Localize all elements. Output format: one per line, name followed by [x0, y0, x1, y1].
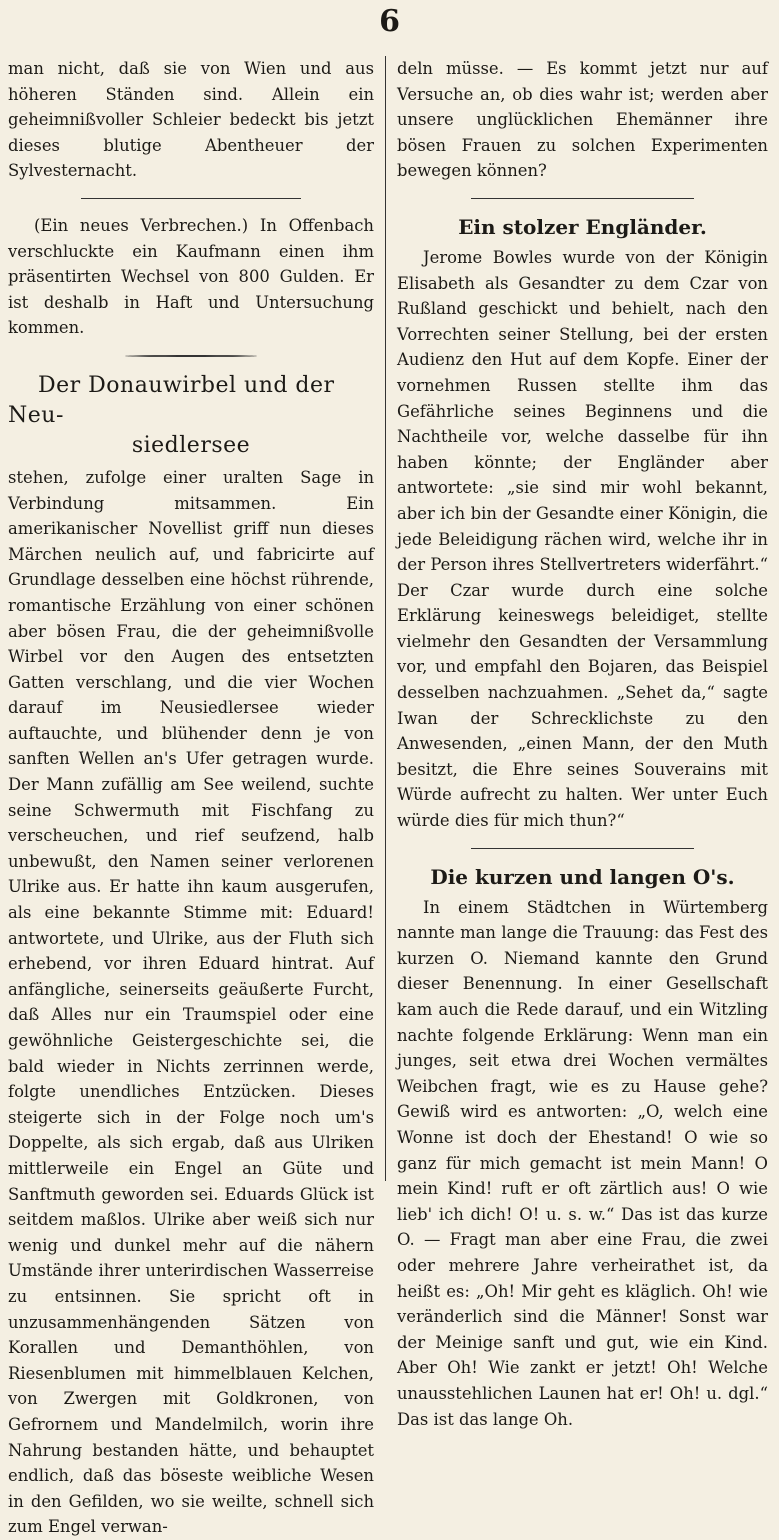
article-title — [8, 371, 374, 461]
section-rule — [471, 198, 694, 199]
left-column — [8, 56, 374, 1537]
continuation-text: man nicht, daß sie von Wien und aus höheren Ständen sind. Allein ein geheimnißvoller Schleier bedeckt bis jetzt dieses blutige Abentheuer der Sylvesternacht. — [8, 59, 374, 181]
short-notice: (Ein neues Verbrechen.) In Offenbach verschluckte ein Kaufmann einen ihm präsentirten Wechsel von 800 Gulden. Er ist deshalb in Haft und Untersuchung kommen. — [8, 215, 374, 338]
article-title: Ein stolzer Engländer. — [458, 214, 707, 239]
ornamental-rule — [125, 355, 257, 357]
article-title-line-1: Der Donauwirbel und der Neu- — [8, 372, 335, 428]
continuation-text: deln müsse. — Es kommt jetzt nur auf Versuche an, ob dies wahr ist; werden aber unsere unglücklichen Ehemänner ihre bösen Frauen zu solchen Experimenten bewegen können? — [397, 59, 768, 181]
article-title-line-2: siedlersee — [131, 432, 251, 458]
section-rule — [81, 198, 301, 199]
article-body: In einem Städtchen in Würtemberg nannte man lange die Trauung: das Fest des kurzen O. Niemand kannte den Grund dieser Benennung. In einer Gesellschaft kam auch die Rede darauf, und ein Witzling nachte folgende Erklärung: Wenn man ein junges, seit etwa drei Wochen vermältes Weibchen fragt, wie es zu Hause gehe? Gewiß wird es antworten: „O, welch eine Wonne ist doch der Ehestand! O wie so ganz für mich gemacht ist mein Mann! O mein Kind! ruft er oft zärtlich aus! O wie lieb' ich dich! O! u. s. w.“ Das ist das kurze O. — Fragt man aber eine Frau, die zwei oder mehrere Jahre verheirathet ist, da heißt es: „Oh! Mir geht es kläglich. Oh! wie veränderlich sind die Männer! Sonst war der Meinige sanft und gut, wie ein Kind. Aber Oh! Wie zankt er jetzt! Oh! Welche unausstehlichen Launen hat er! Oh! u. dgl.“ Das ist das lange Oh. — [397, 897, 768, 1429]
section-rule — [471, 848, 694, 849]
article-body: stehen, zufolge einer uralten Sage in Verbindung mitsammen. Ein amerikanischer Novellist griff nun dieses Märchen neulich auf, und fabricirte auf Grundlage desselben eine höchst rührende, romantische Erzählung von einer schönen aber bösen Frau, die der geheimnißvolle Wirbel vor den Augen des entsetzten Gatten verschlang, und die vier Wochen darauf im Neusiedlersee wieder auftauchte, und blühender denn je von sanften Wellen an's Ufer getragen wurde. Der Mann zufällig am See weilend, suchte seine Schwermuth mit Fischfang zu verscheuchen, und rief seufzend, halb unbewußt, den Namen seiner verlorenen Ulrike aus. Er hatte ihn kaum ausgerufen, als eine bekannte Stimme mit: Eduard! antwortete, und Ulrike, aus der Fluth sich erhebend, vor ihren Eduard hintrat. Auf anfängliche, seinerseits geäußerte Furcht, daß Alles nur ein Traumspiel oder eine gewöhnliche Geistergeschichte sei, die bald wieder in Nichts zerrinnen werde, folgte unendliches Entzücken. Dieses steigerte sich in der Folge noch um's Doppelte, als sich ergab, daß aus Ulriken mittlerweile ein Engel an Güte und Sanftmuth geworden sei. Eduards Glück ist seitdem maßlos. Ulrike aber weiß sich nur wenig und dunkel mehr auf die nähern Umstände ihrer unterirdischen Wasserreise zu entsinnen. Sie spricht oft in unzusammenhängenden Sätzen von Korallen und Demanthöhlen, von Riesenblumen mit himmelblauen Kelchen, von Zwergen mit Goldkronen, von Gefrornem und Mandelmilch, worin ihre Nahrung bestanden hätte, und behauptet endlich, daß das böseste weibliche Wesen in den Gefilden, wo sie weilte, schnell sich zum Engel verwan- — [8, 467, 374, 1537]
article-body: Jerome Bowles wurde von der Königin Elisabeth als Gesandter zu dem Czar von Rußland geschickt und behielt, nach den Vorrechten seiner Stellung, bei der ersten Audienz den Hut auf dem Kopfe. Einer der vornehmen Russen stellte ihm das Gefährliche seines Beginnens und die Nachtheile vor, welche dasselbe für ihn haben könnte; der Engländer aber antwortete: „sie sind mir wohl bekannt, aber ich bin der Gesandte einer Königin, die jede Beleidigung rächen wird, welche ihr in der Person ihres Stellvertreters widerfährt.“ Der Czar wurde durch eine solche Erklärung keineswegs beleidiget, stellte vielmehr den Gesandten der Versammlung vor, und empfahl den Bojaren, das Beispiel desselben nachzuahmen. „Sehet da,“ sagte Iwan der Schrecklichste zu den Anwesenden, „einen Mann, der den Muth besitzt, die Ehre seines Souverains mit Würde aufrecht zu halten. Wer unter Euch würde dies für mich thun?“ — [397, 247, 768, 831]
page-number: 6 — [379, 4, 400, 39]
right-column — [397, 56, 768, 1429]
article-title: Die kurzen und langen O's. — [430, 864, 735, 889]
column-divider — [385, 56, 386, 1181]
